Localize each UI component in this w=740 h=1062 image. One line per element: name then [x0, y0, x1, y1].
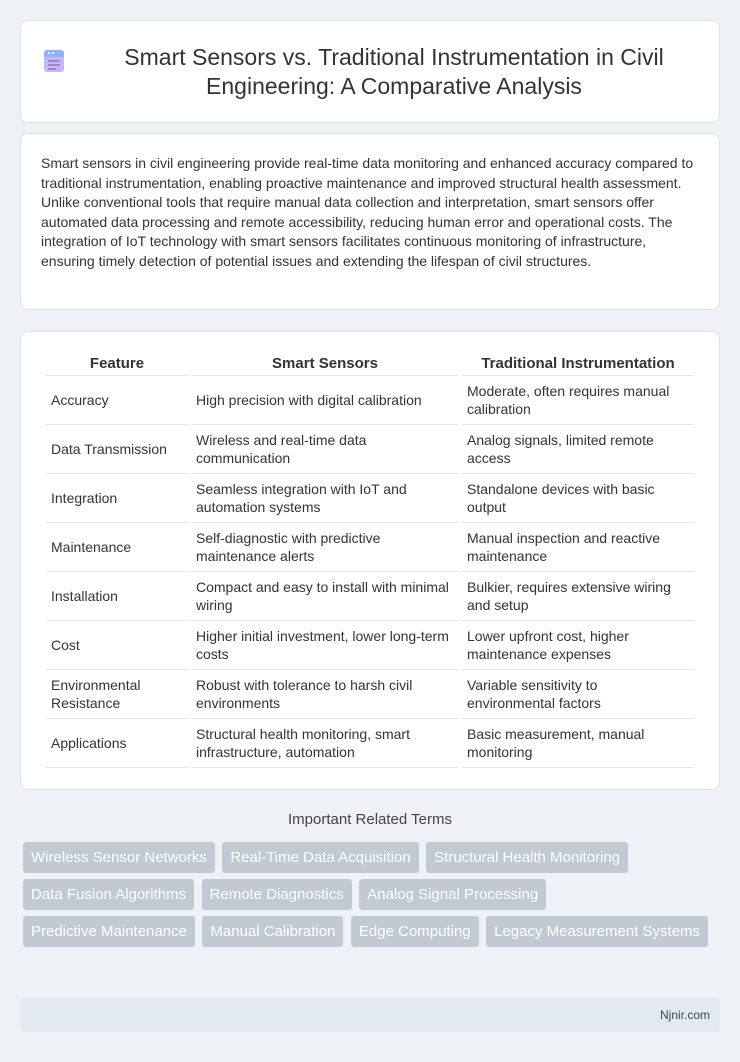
traditional-cell: Basic measurement, manual monitoring	[462, 719, 694, 768]
feature-cell: Integration	[46, 474, 188, 523]
related-terms-list	[23, 842, 713, 953]
traditional-cell: Variable sensitivity to environmental factors	[462, 670, 694, 719]
feature-cell: Applications	[46, 719, 188, 768]
title-card	[20, 20, 720, 123]
related-term-tag[interactable]: Legacy Measurement Systems	[486, 916, 708, 947]
related-term-tag[interactable]: Remote Diagnostics	[202, 879, 352, 910]
smart-cell: High precision with digital calibration	[191, 376, 459, 425]
table-row	[46, 425, 694, 474]
smart-cell: Structural health monitoring, smart infrastructure, automation	[191, 719, 459, 768]
traditional-cell: Bulkier, requires extensive wiring and setup	[462, 572, 694, 621]
page-title: Smart Sensors vs. Traditional Instrumentation in Civil Engineering: A Comparative Analysis	[124, 43, 664, 99]
table-row	[46, 572, 694, 621]
table-row	[46, 523, 694, 572]
table-row	[46, 719, 694, 768]
smart-cell: Self-diagnostic with predictive maintenance alerts	[191, 523, 459, 572]
smart-cell: Wireless and real-time data communication	[191, 425, 459, 474]
related-term-tag[interactable]: Real-Time Data Acquisition	[222, 842, 418, 873]
related-terms-title: Important Related Terms	[288, 811, 452, 828]
smart-cell: Compact and easy to install with minimal wiring	[191, 572, 459, 621]
table-row	[46, 474, 694, 523]
related-term-tag[interactable]: Manual Calibration	[202, 916, 343, 947]
header-traditional-instrumentation: Traditional Instrumentation	[462, 350, 694, 376]
comparison-table-card	[20, 331, 720, 790]
traditional-cell: Moderate, often requires manual calibration	[462, 376, 694, 425]
traditional-cell: Manual inspection and reactive maintenance	[462, 523, 694, 572]
related-term-tag[interactable]: Wireless Sensor Networks	[23, 842, 215, 873]
intro-paragraph: Smart sensors in civil engineering provide real-time data monitoring and enhanced accuracy compared to traditional instrumentation, enabling proactive maintenance and improved structural health assessment. Unlike conventional tools that require manual data collection and interpretation, smart sensors offer automated data processing and remote accessibility, reducing human error and operational costs. The integration of IoT technology with smart sensors facilitates continuous monitoring of infrastructure, ensuring timely detection of potential issues and extending the lifespan of civil structures.	[41, 155, 694, 269]
table-row	[46, 376, 694, 425]
footer	[20, 998, 720, 1032]
related-term-tag[interactable]: Analog Signal Processing	[359, 879, 546, 910]
feature-cell: Accuracy	[46, 376, 188, 425]
header-feature: Feature	[46, 350, 188, 376]
related-term-tag[interactable]: Edge Computing	[351, 916, 479, 947]
comparison-table	[43, 350, 697, 768]
traditional-cell: Analog signals, limited remote access	[462, 425, 694, 474]
feature-cell: Environmental Resistance	[46, 670, 188, 719]
footer-site-link[interactable]: Njnir.com	[659, 1008, 710, 1022]
table-row	[46, 670, 694, 719]
table-row	[46, 621, 694, 670]
smart-cell: Higher initial investment, lower long-term costs	[191, 621, 459, 670]
feature-cell: Data Transmission	[46, 425, 188, 474]
document-icon	[41, 48, 67, 74]
feature-cell: Maintenance	[46, 523, 188, 572]
feature-cell: Cost	[46, 621, 188, 670]
feature-cell: Installation	[46, 572, 188, 621]
table-header-row	[46, 350, 694, 376]
intro-card	[20, 133, 720, 310]
smart-cell: Robust with tolerance to harsh civil environments	[191, 670, 459, 719]
smart-cell: Seamless integration with IoT and automation systems	[191, 474, 459, 523]
related-term-tag[interactable]: Data Fusion Algorithms	[23, 879, 194, 910]
related-term-tag[interactable]: Structural Health Monitoring	[426, 842, 628, 873]
related-term-tag[interactable]: Predictive Maintenance	[23, 916, 195, 947]
header-smart-sensors: Smart Sensors	[191, 350, 459, 376]
traditional-cell: Standalone devices with basic output	[462, 474, 694, 523]
traditional-cell: Lower upfront cost, higher maintenance expenses	[462, 621, 694, 670]
